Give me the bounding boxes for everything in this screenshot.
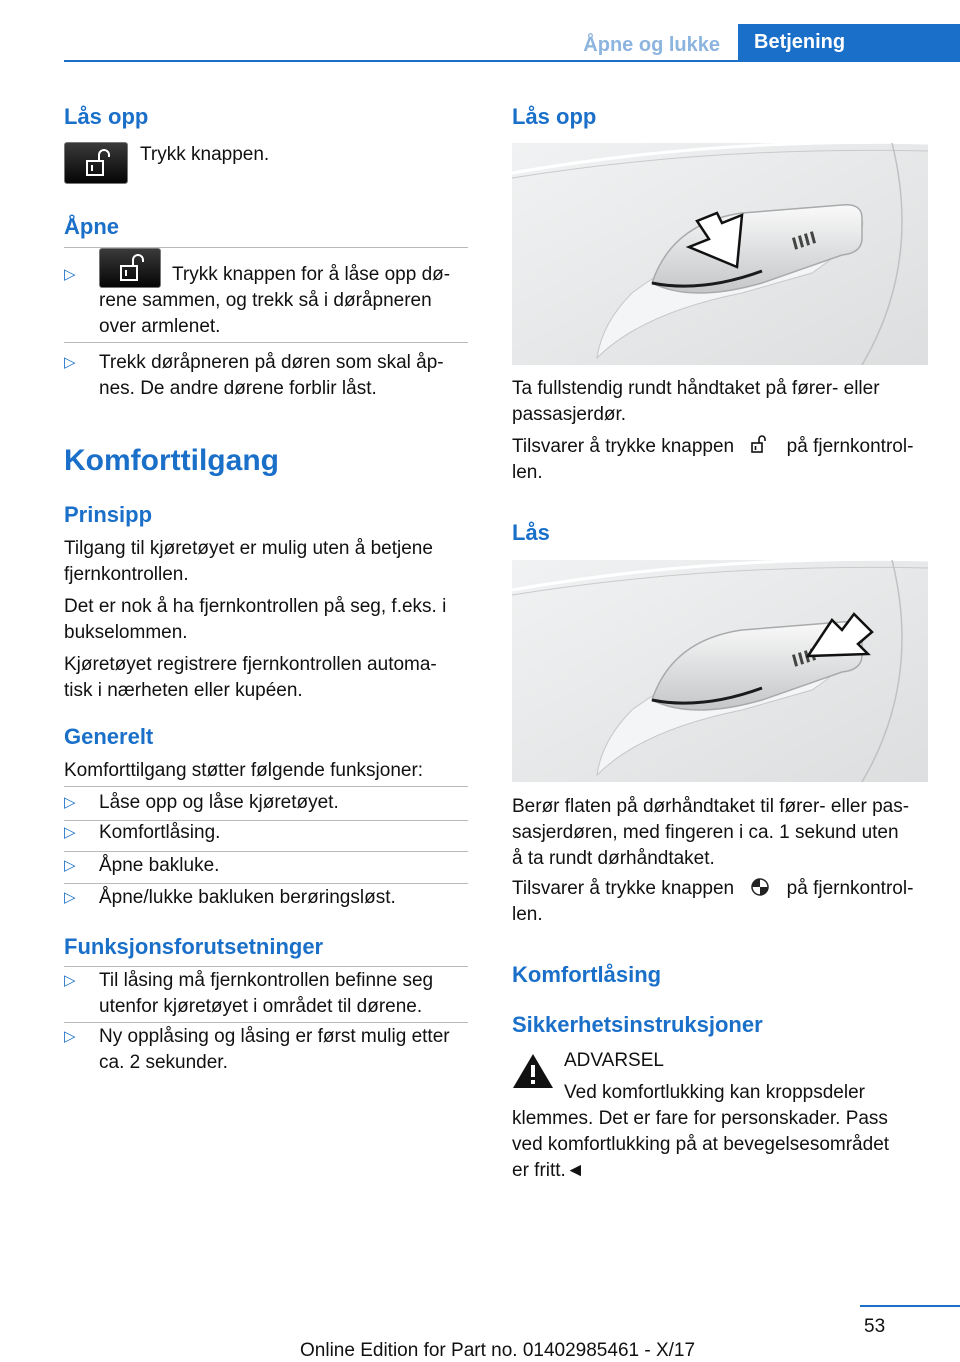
list-item [64, 1024, 468, 1076]
principle-paragraph-3: Kjøretøyet registrere fjernkontrollen automa- tisk i nærheten eller kupéen. [64, 654, 437, 701]
cond-item1-line1: Til låsing må fjernkontrollen befinne seg [99, 970, 434, 991]
warning-icon [512, 1052, 554, 1090]
lock-key-icon [745, 877, 775, 897]
heading-conditions: Funksjonsforutsetninger [64, 934, 324, 959]
bullet-triangle-icon: ▷ [64, 972, 76, 989]
general-item-1: Låse opp og låse kjøretøyet. [99, 792, 339, 813]
divider [64, 966, 468, 967]
footer-edition: Online Edition for Part no. 01402985461 - X/17 [300, 1340, 696, 1361]
cond-item2-line2: ca. 2 sekunder. [99, 1052, 228, 1073]
divider [64, 786, 468, 787]
page-number: 53 [864, 1316, 886, 1337]
bullet-triangle-icon: ▷ [64, 794, 76, 811]
principle-paragraph-2: Det er nok å ha fjernkontrollen på seg, f.eks. i bukselommen. [64, 596, 447, 643]
open-item1-line1: Trykk knappen for å låse opp dø- [172, 264, 451, 285]
unlock-button-image [64, 142, 128, 184]
header-rule [64, 60, 960, 62]
bullet-triangle-icon: ▷ [64, 857, 76, 874]
heading-safety: Sikkerhetsinstruksjoner [512, 1012, 763, 1037]
list-item [64, 262, 468, 340]
list-item [64, 820, 468, 846]
heading-comfort-lock: Komfortlåsing [512, 962, 662, 987]
open-item1-line2: rene sammen, og trekk så i døråpneren [99, 290, 432, 311]
unlock-key-icon [745, 435, 775, 455]
divider [64, 342, 468, 343]
divider [64, 1022, 468, 1023]
heading-general: Generelt [64, 724, 154, 749]
list-item [64, 350, 468, 402]
cond-item1-line2: utenfor kjøretøyet i området til dørene. [99, 996, 423, 1017]
lock-paragraph-2: Tilsvarer å trykke knappen på fjernkontrol- len. [512, 878, 914, 925]
unlock-button-icon [65, 143, 129, 185]
list-item [64, 968, 468, 1020]
unlock-paragraph-2: Tilsvarer å trykke knappen på fjernkontrol- len. [512, 436, 914, 483]
general-item-2: Komfortlåsing. [99, 822, 221, 843]
bullet-triangle-icon: ▷ [64, 266, 76, 283]
door-handle-unlock-photo [512, 143, 928, 365]
open-item1-line3: over armlenet. [99, 316, 221, 337]
cond-item2-line1: Ny opplåsing og låsing er først mulig etter [99, 1026, 450, 1047]
door-handle-lock-photo [512, 560, 928, 782]
open-item2-line1: Trekk døråpneren på døren som skal åp- [99, 352, 444, 373]
lock-paragraph-1: Berør flaten på dørhåndtaket til fører- eller pas- sasjerdøren, med fingeren i ca. 1 sekund uten å ta rundt dørhåndtaket. [512, 796, 910, 869]
footer-rule [860, 1305, 960, 1307]
bullet-triangle-icon: ▷ [64, 824, 76, 841]
heading-unlock-right: Lås opp [512, 104, 597, 129]
divider [64, 883, 468, 884]
page-header [0, 0, 960, 62]
bullet-triangle-icon: ▷ [64, 354, 76, 371]
heading-open: Åpne [64, 214, 119, 239]
heading-principle: Prinsipp [64, 502, 153, 527]
bullet-triangle-icon: ▷ [64, 889, 76, 906]
heading-unlock: Lås opp [64, 104, 149, 129]
list-item [64, 885, 468, 911]
unlock-instruction: Trykk knappen. [140, 144, 270, 165]
warning-title: ADVARSEL [564, 1050, 664, 1071]
unlock-paragraph-1: Ta fullstendig rundt håndtaket på fører- eller passasjerdør. [512, 378, 880, 425]
list-item [64, 853, 468, 879]
bullet-triangle-icon: ▷ [64, 1028, 76, 1045]
general-item-4: Åpne/lukke bakluken berøringsløst. [99, 887, 396, 908]
heading-comfort-access: Komforttilgang [64, 444, 279, 477]
open-item2-line2: nes. De andre dørene forblir låst. [99, 378, 377, 399]
list-item [64, 790, 468, 816]
divider [64, 851, 468, 852]
general-intro: Komforttilgang støtter følgende funksjoner: [64, 760, 424, 781]
unlock-button-icon [100, 249, 162, 289]
heading-lock: Lås [512, 520, 550, 545]
header-section-title: Åpne og lukke [583, 34, 720, 56]
header-chapter-tab: Betjening [738, 24, 960, 60]
warning-text-rest: klemmes. Det er fare for personskader. Pass ved komfortlukking på at bevegelsesområdet er fritt.◄ [512, 1108, 890, 1181]
general-item-3: Åpne bakluke. [99, 855, 220, 876]
warning-text-line1: Ved komfortlukking kan kroppsdeler [564, 1082, 865, 1103]
principle-paragraph-1: Tilgang til kjøretøyet er mulig uten å betjene fjernkontrollen. [64, 538, 433, 585]
unlock-button-image [99, 248, 161, 288]
